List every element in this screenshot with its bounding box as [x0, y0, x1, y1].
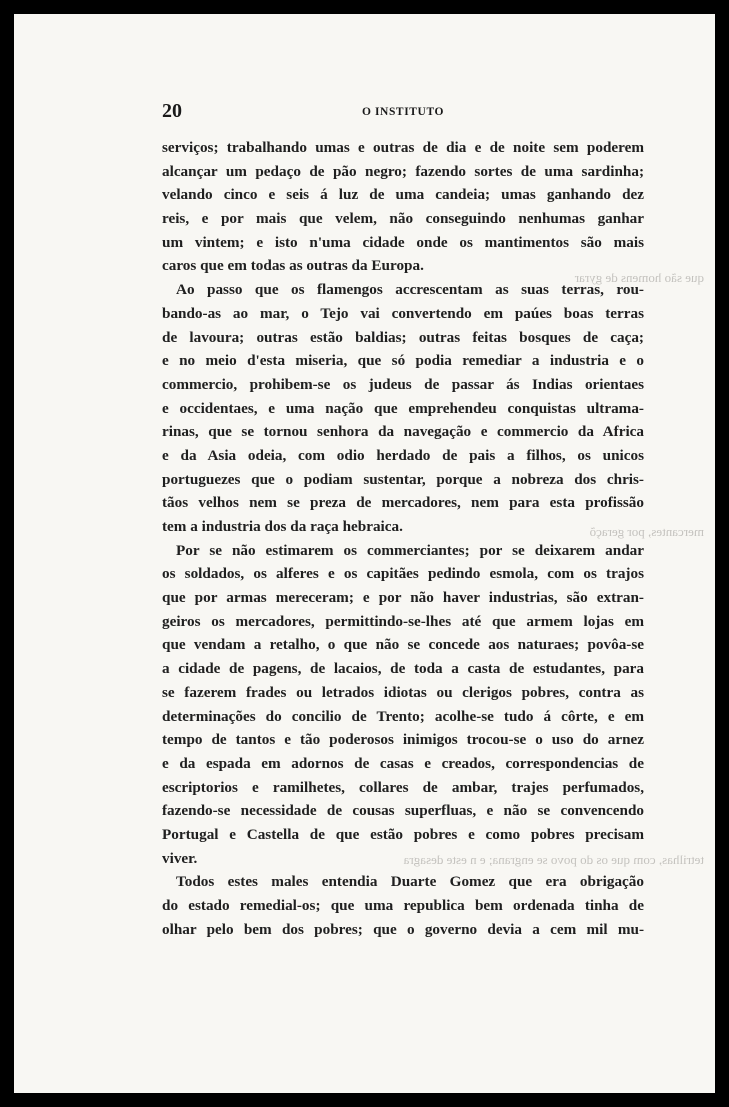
text-line: que vendam a retalho, o que não se concede aos naturaes; povôa-se: [162, 636, 644, 654]
running-title: O INSTITUTO: [361, 106, 445, 118]
text-line: Ao passo que os flamengos accrescentam as suas terras, rou-: [176, 281, 644, 299]
text-line: commercio, prohibem-se os judeus de passar ás Indias orientaes: [162, 375, 644, 393]
text-line: que por armas mereceram; e por não haver industrias, são extran-: [162, 589, 644, 607]
text-line: alcançar um pedaço de pão negro; fazendo sortes de uma sardinha;: [162, 162, 644, 180]
text-line: e no meio d'esta miseria, que só podia remediar a industria e o: [162, 352, 644, 370]
text-line: fazendo-se necessidade de cousas superfluas, e não se convencendo: [162, 802, 644, 820]
page-number: 20: [162, 100, 182, 122]
text-line: velando cinco e seis á luz de uma candeia; umas ganhando dez: [162, 186, 644, 204]
text-line: Por se não estimarem os commerciantes; por se deixarem andar: [176, 541, 644, 559]
text-line: rinas, que se tornou senhora da navegação e commercio da Africa: [162, 423, 644, 441]
text-line: serviços; trabalhando umas e outras de dia e de noite sem poderem: [162, 139, 644, 156]
text-line: Portugal e Castella de que estão pobres e como pobres precisam: [162, 825, 644, 843]
book-page: [14, 14, 715, 1093]
text-line: tem a industria dos da raça hebraica.: [162, 518, 403, 535]
text-line: e occidentaes, e uma nação que emprehendeu conquistas ultrama-: [162, 399, 644, 417]
show-through-line: mercantes, por geraçõ: [589, 523, 704, 539]
text-line: caros que em todas as outras da Europa.: [162, 257, 424, 275]
running-header: [162, 100, 644, 124]
text-line: Todos estes males entendia Duarte Gomez que era obrigação: [176, 873, 644, 891]
show-through-line: que são homens de gyrar: [574, 270, 704, 285]
text-line: tempo de tantos e tão poderosos inimigos trocou-se o uso do arnez: [162, 731, 644, 749]
show-through-line: tetrilhas, com que os do povo se engrana; e n este desagra: [403, 852, 704, 868]
text-line: e da espada em adornos de casas e creados, correspondencias de: [162, 754, 644, 772]
text-line: determinações do concilio de Trento; acolhe-se tudo á côrte, e em: [162, 707, 644, 725]
text-line: a cidade de pagens, de lacaios, de toda a casta de estudantes, para: [162, 660, 644, 678]
text-line: um vintem; e isto n'uma cidade onde os mantimentos são mais: [162, 233, 644, 251]
text-line: reis, e por mais que velem, não conseguindo nenhumas ganhar: [162, 210, 644, 228]
text-line: bando-as ao mar, o Tejo vai convertendo em paúes boas terras: [162, 304, 644, 322]
body-text: [162, 136, 644, 941]
text-line: portuguezes que o podiam sustentar, porque a nobreza dos chris-: [162, 470, 644, 488]
text-line: os soldados, os alferes e os capitães pedindo esmola, com os trajos: [162, 565, 644, 583]
text-line: de lavoura; outras estão baldias; outras feitas bosques de caça;: [162, 328, 644, 346]
text-line: viver.: [162, 849, 198, 867]
text-line: e da Asia odeia, com odio herdado de pais a filhos, os unicos: [162, 446, 644, 464]
text-line: escriptorios e ramilhetes, collares de ambar, trajes perfumados,: [162, 778, 644, 796]
text-line: geiros os mercadores, permittindo-se-lhes até que armem lojas em: [162, 612, 644, 630]
text-line: tãos velhos nem se preza de mercadores, nem para esta profissão: [162, 494, 644, 512]
text-line: se fazerem frades ou letrados idiotas ou clerigos pobres, contra as: [162, 683, 644, 701]
text-line: olhar pelo bem dos pobres; que o governo devia a cem mil mu-: [162, 920, 644, 938]
text-line: do estado remedial-os; que uma republica bem ordenada tinha de: [162, 897, 644, 914]
